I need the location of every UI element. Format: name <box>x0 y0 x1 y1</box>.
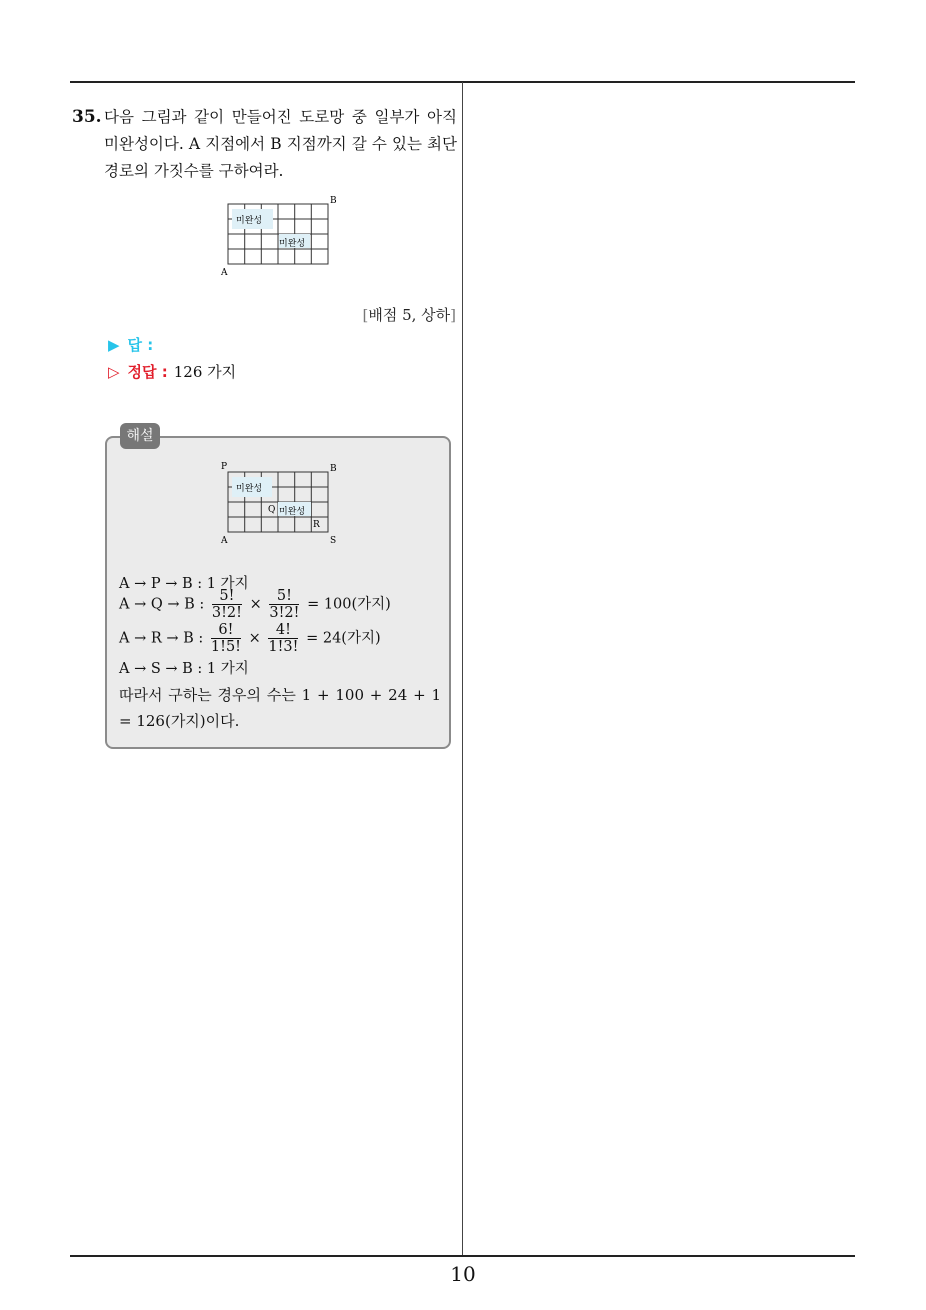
line2-prefix: A → Q → B : <box>119 596 205 613</box>
denominator: 3!2! <box>211 605 242 621</box>
filled-triangle-icon: ▶ <box>108 336 120 354</box>
point-b-label: B <box>330 196 337 206</box>
score-info <box>362 304 456 325</box>
times-sign: × <box>249 596 262 613</box>
score-text: 배점 5, 상하 <box>368 306 451 324</box>
unfinished-label-1: 미완성 <box>236 216 263 226</box>
numerator: 5! <box>269 588 299 605</box>
column-divider <box>462 82 463 1256</box>
road-grid-diagram <box>216 192 346 278</box>
numerator: 5! <box>212 588 242 605</box>
line3-suffix: = 24(가지) <box>306 630 381 647</box>
correct-answer-line <box>108 361 236 382</box>
page-number: 10 <box>450 1262 476 1286</box>
solution-line-1: A → P → B : 1 가지 <box>119 576 249 592</box>
solution-unfinished-label-2: 미완성 <box>279 507 306 517</box>
score-bracket-close: ] <box>450 306 456 324</box>
denominator: 3!2! <box>269 605 300 621</box>
point-r-label: R <box>313 520 320 530</box>
problem-figure <box>216 192 346 282</box>
fraction <box>212 588 242 621</box>
point-b-label: B <box>330 464 337 474</box>
bottom-rule <box>70 1255 855 1257</box>
answer-label: 답 : <box>127 336 154 354</box>
solution-unfinished-label-1: 미완성 <box>236 484 263 494</box>
fraction <box>269 588 299 621</box>
solution-grid-diagram <box>218 458 348 546</box>
solution-line-4: A → S → B : 1 가지 <box>119 661 249 677</box>
solution-conclusion: 따라서 구하는 경우의 수는 1 + 100 + 24 + 1 = 126(가지)이다. <box>119 686 441 730</box>
times-sign: × <box>248 630 261 647</box>
solution-line-3 <box>119 622 381 655</box>
fraction <box>211 622 241 655</box>
line2-suffix: = 100(가지) <box>307 596 391 613</box>
outline-triangle-icon: ▷ <box>108 363 120 381</box>
solution-line-2 <box>119 588 391 621</box>
point-p-label: P <box>221 462 228 472</box>
correct-answer-value: 126 가지 <box>173 363 237 381</box>
solution-tag: 해설 <box>120 423 160 449</box>
problem-number: 35. <box>72 107 102 127</box>
score-bracket-open: [ <box>362 306 369 324</box>
numerator: 4! <box>268 622 298 639</box>
numerator: 6! <box>211 622 241 639</box>
problem-text: 다음 그림과 같이 만들어진 도로망 중 일부가 아직 미완성이다. A 지점에서 B 지점까지 갈 수 있는 최단 경로의 가짓수를 구하여라. <box>104 108 457 180</box>
correct-answer-label: 정답 : <box>127 363 168 381</box>
point-s-label: S <box>330 536 337 546</box>
point-q-label: Q <box>268 505 276 515</box>
denominator: 1!5! <box>210 639 241 655</box>
line3-prefix: A → R → B : <box>119 630 204 647</box>
unfinished-label-2: 미완성 <box>279 239 306 249</box>
point-a-label: A <box>221 268 228 278</box>
solution-figure <box>218 458 348 550</box>
point-a-label: A <box>221 536 228 546</box>
denominator: 1!3! <box>268 639 299 655</box>
fraction <box>268 622 298 655</box>
answer-line <box>108 334 153 355</box>
problem-35 <box>72 104 457 185</box>
